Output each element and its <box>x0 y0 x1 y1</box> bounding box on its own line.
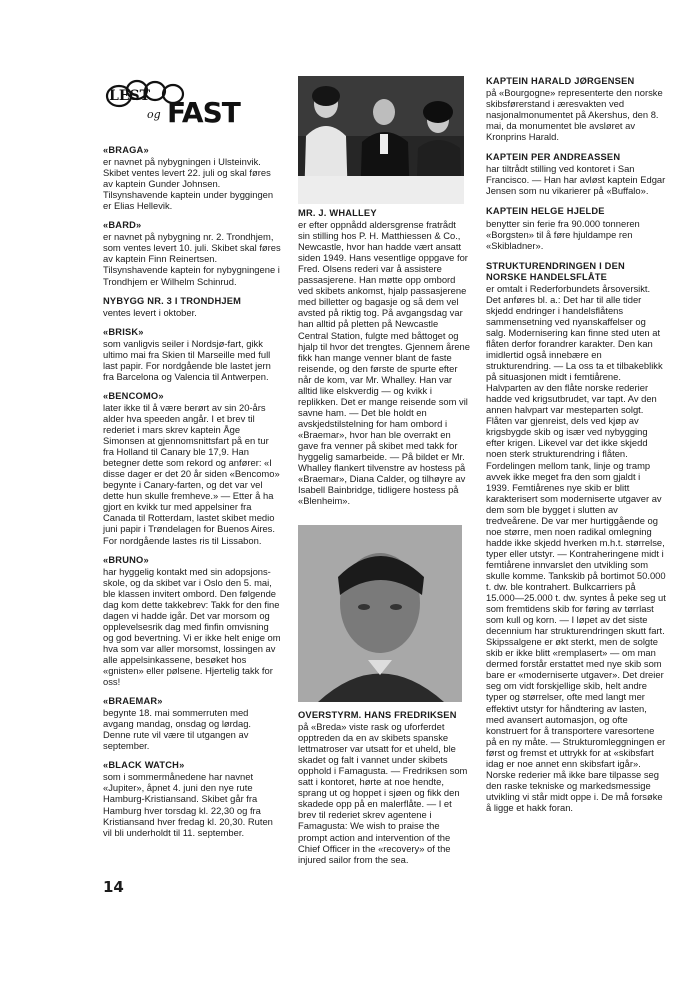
article-nybygg <box>103 296 281 318</box>
article-text: har hyggelig kontakt med sin adopsjons-skole, og da skibet var i Oslo den 5. mai, ble klassen invitert ombord. Den følgende dag kom dette takkebrev: Takk for den fine dagen vi hadde igår. Det var morsom og opplevelsesrik dag med finfin omvisning og god bevertning. Vi er ikke helt enige om hva som var aller morsomst, lossingen av alle appelsinkassene, besøket hos «gnisten» eller pølsene. Hjertelig takk for oss! <box>103 565 281 688</box>
article-heading: «BRAGA» <box>103 145 149 155</box>
svg-text:FAST: FAST <box>167 96 240 128</box>
article-heading: KAPTEIN HARALD JØRGENSEN <box>486 76 635 86</box>
article-braga <box>103 145 281 211</box>
article-heading: «BARD» <box>103 220 142 231</box>
article-text: er omtalt i Rederforbundets årsoversikt. Det anføres bl. a.: Det har til alle tider skjedd endringer i handelsflåtens sammensetning ved nyanskaffelser og salg. Modernisering kan finne sted uten at flåten derfor forandrer karakter. Den kan imidlertid også innebære en strukturendring. — La oss ta et tilbakeblikk på situasjonen midt i femtiårene. Halvparten av den flåte norske rederier hadde ved krigsutbrudet, var tapt. Av den annen halvpart var mesteparten solgt. Flåten var gjenreist, dels ved kjøp av krigsbygde skib og især ved nybygging efter krigen. Likevel var det ikke skjedd noen sterk strukturendring i flåten. Fordelingen mellom tank, linje og tramp avvek ikke meget fra den som gjaldt i 1939. Femtiårenes nye skib er blitt karakterisert som moderniserte utgaver av dem som ble bygget i slutten av tredveårene. De var mer hurtiggående og noe større, men noen radikal omlegning hadde ikke skjedd hverken m.h.t. størrelse, typer eller utstyr. — Kontraheringene midt i femtiårene innvarslet den utvikling som skulle komme. Tankskib på bortimot 50.000 t. dw. ble kontrahert. Bulkcarriers på 15.000—25.000 t. dw. syntes å peke seg ut som fremtidens skib for føring av tørrlast som kull og korn. — I løpet av det siste decennium har strukturendringen skutt fart. Skipssalgene er økt sterkt, men de solgte skib er ikke blitt «remplasert» — om man dermed forstår erstattet med nye skib som bare er «moderniserte utgaver». Det dreier seg om vidt forskjellige skib, helt andre typer og størrelser, ofte med langt mer effektivt utstyr for håndtering av lasten, med avansert automasjon, og ofte konstruert for å transportere varesortene på en ny måte. — Strukturomleggningen er først og fremst et uttrykk for at «skibsfart idag er noe annet enn skibsfart igår». Norske rederier må ikke bare tilpasse seg den raske tekniske og markedsmessige utvikling vi står midt oppe i. De må forsøke å ligge et hakk foran. <box>486 282 666 813</box>
article-text: på «Breda» viste rask og uforferdet opptreden da en av skibets spanske lettmatroser var utsatt for et uheld, ble skadet og falt i vannet under skibets opphold i Famagusta. — Fredriksen som satt i kontoret, hørte at noe hendte, sprang ut og hoppet i sjøen og fikk den skadede opp på en malerflåte. — I et brev til rederiet skrev agentene i Famagusta: We wish to praise the prompt action and intervention of the Chief Officer in the «recovery» of the injured sailor from the sea. <box>298 721 468 865</box>
lest-og-fast-logo <box>103 78 263 128</box>
article-text: er efter oppnådd aldersgrense fratrådt sin stilling hos P. H. Matthiessen & Co., Newcastle, hvor han hadde vært ansatt siden 1949. Hans vesentlige oppgave for Fred. Olsens rederi var å assistere passasjerene. Han møtte opp ombord ved skibets ankomst, hjalp passasjerene med billetter og bagasje og så dem vel avsted på riktig tog. På avgangsdag var han alltid på pletten på Newcastle Central Station, fulgte med båttoget og hjalp til hvor det trengtes. Gjennem årene fikk han mange venner blant de faste reisende, og den første de spurte efter når de kom, var Mr. Whalley. Han var alltid like elskverdig — og kvikk i replikken. Det er mange reisende som vil savne ham. — Det ble holdt en avskjedstilstelning for ham ombord i «Braemar», hvor han ble overrakt en gave fra venner på skibet med takk for hyggelig samarbeide. — På bildet er Mr. Whalley flankert tilvenstre av hostess på «Braemar», Diana Calder, og tilhøyre av Isabell Bainbridge, tidligere hostess på «Blenheim». <box>298 219 470 507</box>
article-text: som i sommermånedene har navnet «Jupiter», åpnet 4. juni den nye rute Hamburg-Kristiansand. Skibet går fra Hamburg hver torsdag kl. 22,30 og fra Kristiansand hver fredag kl. 20,30. Ruten vil bli underholdt til 11. september. <box>103 771 273 838</box>
article-heading: OVERSTYRM. HANS FREDRIKSEN <box>298 710 457 720</box>
article-heading: KAPTEIN PER ANDREASSEN <box>486 152 621 163</box>
article-text: ventes levert i oktober. <box>103 306 197 318</box>
article-text: som vanligvis seiler i Nordsjø-fart, gikk ultimo mai fra Skien til Marseille med full last papir. For nordgående ble lastet jern fra Barcelona og Valencia til Antwerpen. <box>103 337 271 382</box>
article-andreassen <box>486 152 666 196</box>
article-braemar <box>103 696 281 751</box>
article-heading: «BRUNO» <box>103 554 149 565</box>
article-whalley <box>298 208 470 506</box>
article-heading: «BLACK WATCH» <box>103 760 185 771</box>
photo-hans-fredriksen <box>298 525 462 702</box>
article-bencomo <box>103 391 281 546</box>
column-middle <box>298 208 470 515</box>
article-bard <box>103 220 281 286</box>
article-heading: MR. J. WHALLEY <box>298 208 377 218</box>
article-heading: STRUKTURENDRINGEN I DEN NORSKE HANDELSFLÅTE <box>486 260 625 282</box>
article-heading: «BRISK» <box>103 326 144 337</box>
column-right <box>486 76 666 823</box>
photo-whalley-group <box>298 76 464 204</box>
article-text: begynte 18. mai sommerruten med avgang mandag, onsdag og lørdag. Denne rute vil være til utgangen av september. <box>103 707 252 752</box>
article-text: benytter sin ferie fra 90.000 tonneren «Borgsten» til å føre hjuldampe ren «Skibladner». <box>486 217 640 251</box>
article-jorgensen <box>486 76 666 142</box>
article-heading: KAPTEIN HELGE HJELDE <box>486 206 605 217</box>
svg-text:og: og <box>147 108 161 121</box>
article-text: på «Bourgogne» representerte den norske skibsførerstand i æresvakten ved nasjonalmonumentet på Akershus, den 8. mai, da monumentet ble avsløret av Kronprins Harald. <box>486 87 663 143</box>
article-text: er navnet på nybygningen i Ulsteinvik. Skibet ventes levert 22. juli og skal føres av kaptein Gunder Johnsen. Tilsynshavende kaptein under byggingen er Elias Hellevik. <box>103 156 274 212</box>
article-hjelde <box>486 206 666 250</box>
article-heading: NYBYGG NR. 3 I TRONDHJEM <box>103 295 242 306</box>
article-fredriksen <box>298 710 470 865</box>
article-brisk <box>103 327 281 382</box>
column-left <box>103 145 281 847</box>
page-number: 14 <box>103 878 124 896</box>
article-heading: «BENCOMO» <box>103 390 164 401</box>
article-strukturendringen <box>486 261 666 813</box>
article-text: later ikke til å være berørt av sin 20-års alder hva speeden angår. I et brev til rederiet i mars skrev kaptein Åge Simonsen at gjennomsnittsfart på en tur fra Holland til Canary ble 17,9. Han betegner dette som rekord og anfører: «I disse dager er det 20 år siden «Bencomo» begynte i Canary-farten, og det var vel dette hun skulle fremheve.» — Etter å ha gjort en kvikk tur med appelsiner fra Canada til Rotterdam, lastet skibet medio juni papir i Trøndelagen for Buenos Aires. For nordgående lastes ris til Lissabon. <box>103 401 280 546</box>
article-black-watch <box>103 760 281 837</box>
article-bruno <box>103 555 281 688</box>
article-heading: «BRAEMAR» <box>103 696 163 707</box>
article-text: er navnet på nybygning nr. 2. Trondhjem, som ventes levert 10. juli. Skibet skal føres av kaptein Finn Reinertsen. Tilsynshavende kaptein for nybygningene i Trondhjem er Wilhelm Schinrud. <box>103 231 281 287</box>
svg-text:LEST: LEST <box>109 88 151 104</box>
article-text: har tiltrådt stilling ved kontoret i San Francisco. — Han har avløst kaptein Edgar Jensen som nu vikarierer på «Buffalo». <box>486 163 666 197</box>
column-middle-lower <box>298 710 470 874</box>
